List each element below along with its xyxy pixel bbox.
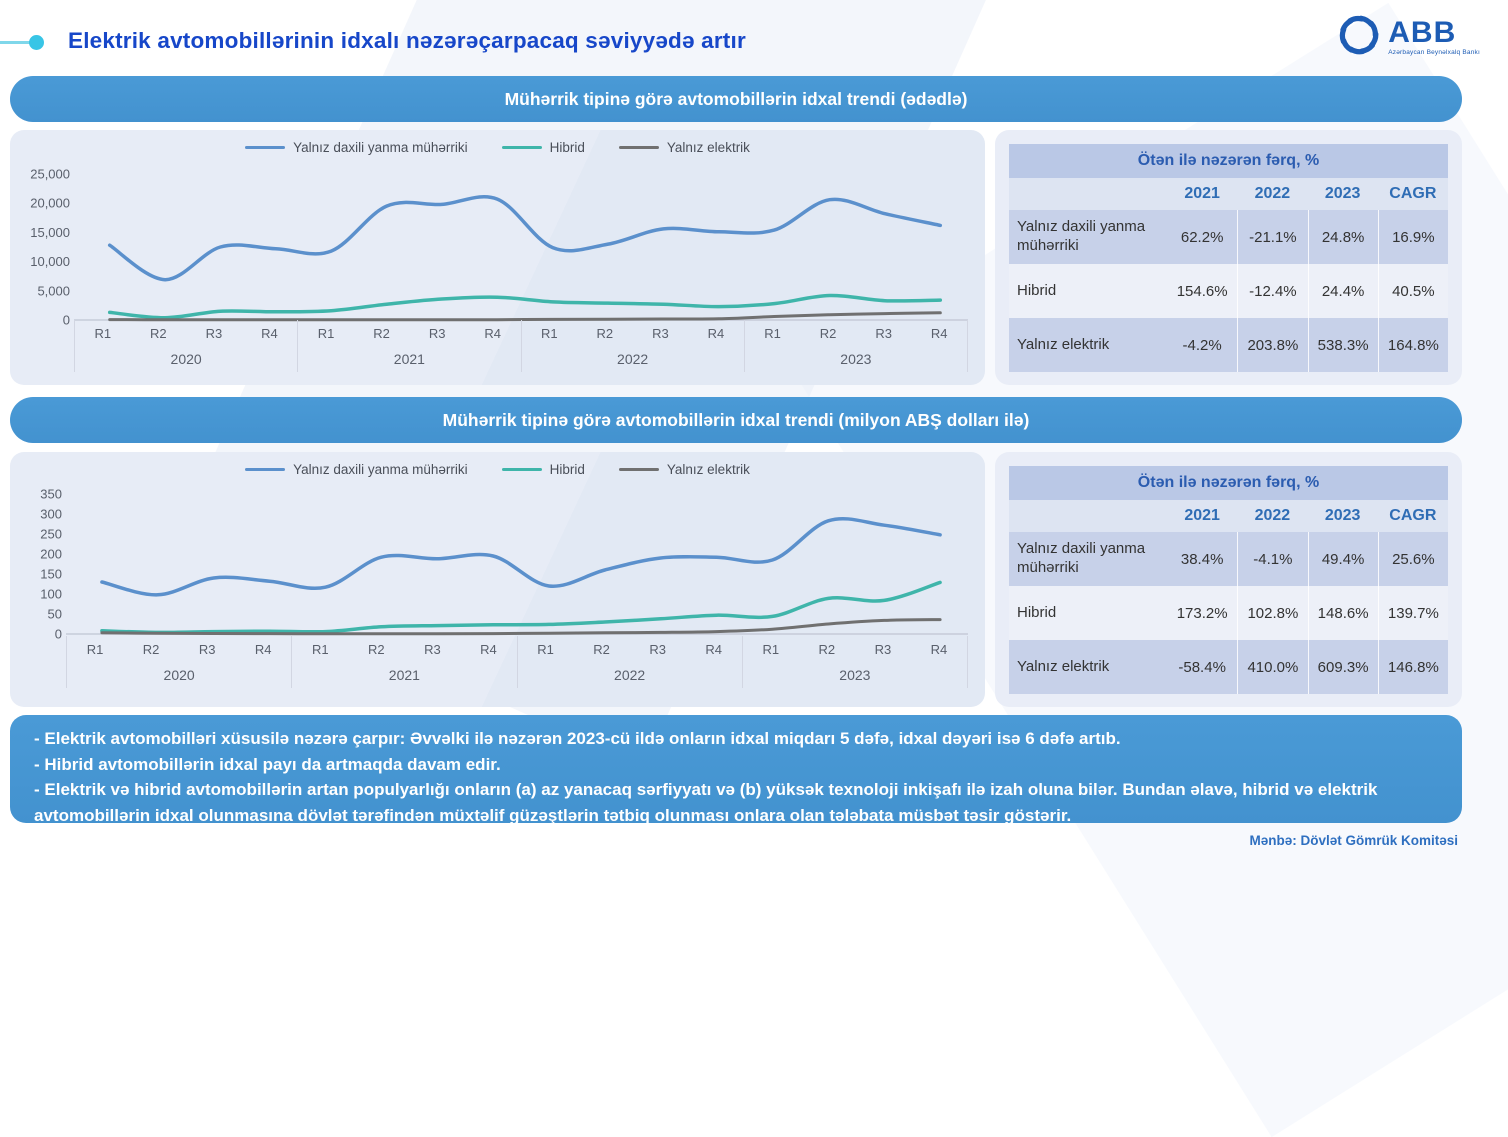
quarter-tick-label: R1 xyxy=(764,325,781,341)
quarter-tick-label: R3 xyxy=(874,641,892,657)
col-spacer xyxy=(1009,178,1167,210)
legend-label: Yalnız elektrik xyxy=(666,140,750,155)
cell-value: 146.8% xyxy=(1378,640,1448,694)
usd-chart-panel xyxy=(10,452,985,707)
table-title: Ötən ilə nəzərən fərq, % xyxy=(1009,144,1448,178)
title-accent-line xyxy=(0,41,30,44)
legend-item-ice xyxy=(245,140,468,155)
units-row xyxy=(0,130,1508,385)
legend-item-electric xyxy=(619,462,750,477)
electric-line-swatch xyxy=(619,468,659,471)
cell-value: 609.3% xyxy=(1308,640,1378,694)
year-tick-label: 2021 xyxy=(393,351,425,367)
quarter-tick-label: R3 xyxy=(652,325,669,341)
svg-text:5,000: 5,000 xyxy=(37,283,70,299)
svg-text:100: 100 xyxy=(40,586,62,602)
col-cagr: CAGR xyxy=(1389,507,1437,524)
cell-value: 164.8% xyxy=(1378,318,1448,372)
svg-text:0: 0 xyxy=(62,312,70,326)
quarter-tick-label: R1 xyxy=(311,641,329,657)
cell-value: 148.6% xyxy=(1308,586,1378,640)
quarter-tick-label: R1 xyxy=(317,325,335,341)
quarter-tick-label: R3 xyxy=(428,325,446,341)
legend-item-ice xyxy=(245,462,468,477)
quarter-tick-label: R4 xyxy=(930,325,948,341)
table-row xyxy=(1009,210,1448,264)
year-group xyxy=(518,636,743,688)
row-label: Yalnız daxili yanma mühərriki xyxy=(1017,218,1146,254)
year-group xyxy=(522,320,745,372)
quarter-tick-label: R3 xyxy=(198,641,216,657)
usd-change-table-panel xyxy=(995,452,1462,707)
abb-logo-text: ABB xyxy=(1388,16,1457,50)
legend-item-electric xyxy=(619,140,750,155)
row-label: Hibrid xyxy=(1017,281,1057,299)
year-tick-label: 2022 xyxy=(617,351,649,367)
table-row xyxy=(1009,586,1448,640)
page-title: Elektrik avtomobillərinin idxalı nəzərəçarpacaq səviyyədə artır xyxy=(68,28,746,53)
table-column-headers xyxy=(1009,178,1448,210)
col-2023: 2023 xyxy=(1324,185,1361,202)
units-chart-x-axis xyxy=(74,320,968,372)
quarter-tick-label: R2 xyxy=(373,325,390,341)
quarter-tick-label: R4 xyxy=(705,641,723,657)
quarter-tick-label: R4 xyxy=(930,641,948,657)
abb-swirl-icon xyxy=(1336,12,1382,63)
legend-label: Yalnız daxili yanma mühərriki xyxy=(293,140,468,155)
quarter-tick-label: R2 xyxy=(150,325,167,341)
quarter-tick-label: R1 xyxy=(86,641,104,657)
row-label: Yalnız daxili yanma mühərriki xyxy=(1017,540,1146,576)
quarter-tick-label: R2 xyxy=(819,325,837,341)
year-group xyxy=(292,636,517,688)
cell-value: 62.2% xyxy=(1180,228,1224,246)
hybrid-line-swatch xyxy=(502,146,542,149)
svg-text:50: 50 xyxy=(47,606,62,622)
svg-text:150: 150 xyxy=(40,566,62,582)
legend-label: Hibrid xyxy=(549,140,585,155)
electric-line-swatch xyxy=(619,146,659,149)
svg-text:20,000: 20,000 xyxy=(30,195,70,211)
source-note: Mənbə: Dövlət Gömrük Komitəsi xyxy=(1249,833,1458,848)
cell-value: -12.4% xyxy=(1237,264,1307,318)
cell-value: -4.2% xyxy=(1182,336,1222,354)
year-group xyxy=(743,636,967,688)
year-group xyxy=(67,636,292,688)
svg-text:200: 200 xyxy=(40,546,62,562)
legend-label: Hibrid xyxy=(549,462,585,477)
quarter-tick-label: R4 xyxy=(254,641,272,657)
cell-value: 25.6% xyxy=(1378,532,1448,586)
year-group xyxy=(75,320,298,372)
hybrid-line-swatch xyxy=(502,468,542,471)
cell-value: 24.4% xyxy=(1308,264,1378,318)
year-tick-label: 2023 xyxy=(840,351,872,367)
units-chart-panel xyxy=(10,130,985,385)
quarter-tick-label: R2 xyxy=(593,641,610,657)
table-row xyxy=(1009,640,1448,694)
cell-value: 538.3% xyxy=(1308,318,1378,372)
col-spacer xyxy=(1009,500,1167,532)
note-electric-growth: - Elektrik avtomobilləri xüsusilə nəzərə çarpır: Əvvəlki ilə nəzərən 2023-cü ildə onların idxal miqdarı 5 dəfə, idxal dəyəri isə 6 dəfə artıb. xyxy=(34,729,1121,748)
quarter-tick-label: R3 xyxy=(205,325,223,341)
legend-label: Yalnız elektrik xyxy=(666,462,750,477)
units-chart-banner: Mühərrik tipinə görə avtomobillərin idxal trendi (ədədlə) xyxy=(10,76,1462,122)
cell-value: 410.0% xyxy=(1237,640,1307,694)
quarter-tick-label: R3 xyxy=(649,641,666,657)
quarter-tick-label: R4 xyxy=(261,325,278,341)
year-tick-label: 2023 xyxy=(839,667,871,683)
col-2023: 2023 xyxy=(1324,507,1361,524)
abb-logo-subtext: Azərbaycan Beynəlxalq Bankı xyxy=(1388,49,1480,57)
legend-label: Yalnız daxili yanma mühərriki xyxy=(293,462,468,477)
usd-trend-chart xyxy=(10,482,985,642)
table-row xyxy=(1009,318,1448,372)
quarter-tick-label: R2 xyxy=(818,641,836,657)
quarter-tick-label: R2 xyxy=(596,325,614,341)
usd-chart-banner: Mühərrik tipinə görə avtomobillərin idxal trendi (milyon ABŞ dolları ilə) xyxy=(10,397,1462,443)
row-label: Yalnız elektrik xyxy=(1017,657,1110,675)
table-title: Ötən ilə nəzərən fərq, % xyxy=(1009,466,1448,500)
cell-value: 49.4% xyxy=(1308,532,1378,586)
year-group xyxy=(298,320,521,372)
cell-value: -21.1% xyxy=(1237,210,1307,264)
svg-text:25,000: 25,000 xyxy=(30,166,70,182)
table-row xyxy=(1009,264,1448,318)
col-2022: 2022 xyxy=(1254,185,1291,202)
legend-item-hybrid xyxy=(502,140,585,155)
row-label: Yalnız elektrik xyxy=(1017,335,1110,353)
note-popularity-reasons: - Elektrik və hibrid avtomobillərin artan populyarlığı onların (a) az yanacaq sərfiyyatı və (b) yüksək texnoloji inkişafı ilə izah oluna bilər. Bundan əlavə, hibrid və elektrik avtomobillərin idxal olunmasına dövlət tərəfindən müxtəlif güzəştlərin tətbiq olunması onlara olan tələbata müsbət təsir göstərir. xyxy=(34,780,1378,825)
year-tick-label: 2021 xyxy=(388,667,420,683)
quarter-tick-label: R1 xyxy=(540,325,558,341)
quarter-tick-label: R4 xyxy=(480,641,497,657)
quarter-tick-label: R1 xyxy=(537,641,554,657)
year-tick-label: 2020 xyxy=(163,667,195,683)
svg-text:250: 250 xyxy=(40,526,62,542)
cell-value: 38.4% xyxy=(1180,550,1224,568)
cell-value: 139.7% xyxy=(1378,586,1448,640)
usd-row xyxy=(0,452,1508,707)
year-tick-label: 2022 xyxy=(614,667,646,683)
col-2021: 2021 xyxy=(1184,507,1220,524)
cell-value: 203.8% xyxy=(1237,318,1307,372)
cell-value: 173.2% xyxy=(1176,604,1228,622)
svg-text:15,000: 15,000 xyxy=(30,224,70,240)
title-accent-dot xyxy=(29,35,44,50)
cell-value: -4.1% xyxy=(1237,532,1307,586)
cell-value: 40.5% xyxy=(1378,264,1448,318)
cell-value: 16.9% xyxy=(1378,210,1448,264)
svg-text:0: 0 xyxy=(54,626,62,642)
usd-change-table xyxy=(1009,466,1448,694)
col-2022: 2022 xyxy=(1254,507,1291,524)
units-change-table xyxy=(1009,144,1448,372)
year-group xyxy=(745,320,967,372)
quarter-tick-label: R4 xyxy=(707,325,725,341)
units-change-table-panel xyxy=(995,130,1462,385)
cell-value: 154.6% xyxy=(1176,282,1228,300)
quarter-tick-label: R3 xyxy=(875,325,892,341)
row-label: Hibrid xyxy=(1017,603,1057,621)
quarter-tick-label: R1 xyxy=(762,641,780,657)
svg-text:10,000: 10,000 xyxy=(30,254,70,270)
units-chart-legend xyxy=(10,140,985,155)
ice-line-swatch xyxy=(245,468,285,471)
cell-value: 102.8% xyxy=(1237,586,1307,640)
year-tick-label: 2020 xyxy=(170,351,202,367)
quarter-tick-label: R4 xyxy=(484,325,502,341)
col-cagr: CAGR xyxy=(1389,185,1437,202)
table-row xyxy=(1009,532,1448,586)
usd-chart-x-axis xyxy=(66,636,968,688)
key-findings-box xyxy=(10,715,1462,823)
col-2021: 2021 xyxy=(1184,185,1220,202)
quarter-tick-label: R1 xyxy=(94,325,112,341)
usd-chart-legend xyxy=(10,462,985,477)
cell-value: -58.4% xyxy=(1178,658,1226,676)
units-trend-chart xyxy=(10,160,985,326)
table-column-headers xyxy=(1009,500,1448,532)
svg-text:300: 300 xyxy=(40,506,62,522)
svg-text:350: 350 xyxy=(40,486,62,502)
quarter-tick-label: R2 xyxy=(368,641,385,657)
quarter-tick-label: R3 xyxy=(424,641,441,657)
quarter-tick-label: R2 xyxy=(142,641,160,657)
abb-bank-logo xyxy=(1336,12,1480,63)
legend-item-hybrid xyxy=(502,462,585,477)
cell-value: 24.8% xyxy=(1308,210,1378,264)
note-hybrid-share: - Hibrid avtomobillərin idxal payı da artmaqda davam edir. xyxy=(34,754,501,774)
ice-line-swatch xyxy=(245,146,285,149)
